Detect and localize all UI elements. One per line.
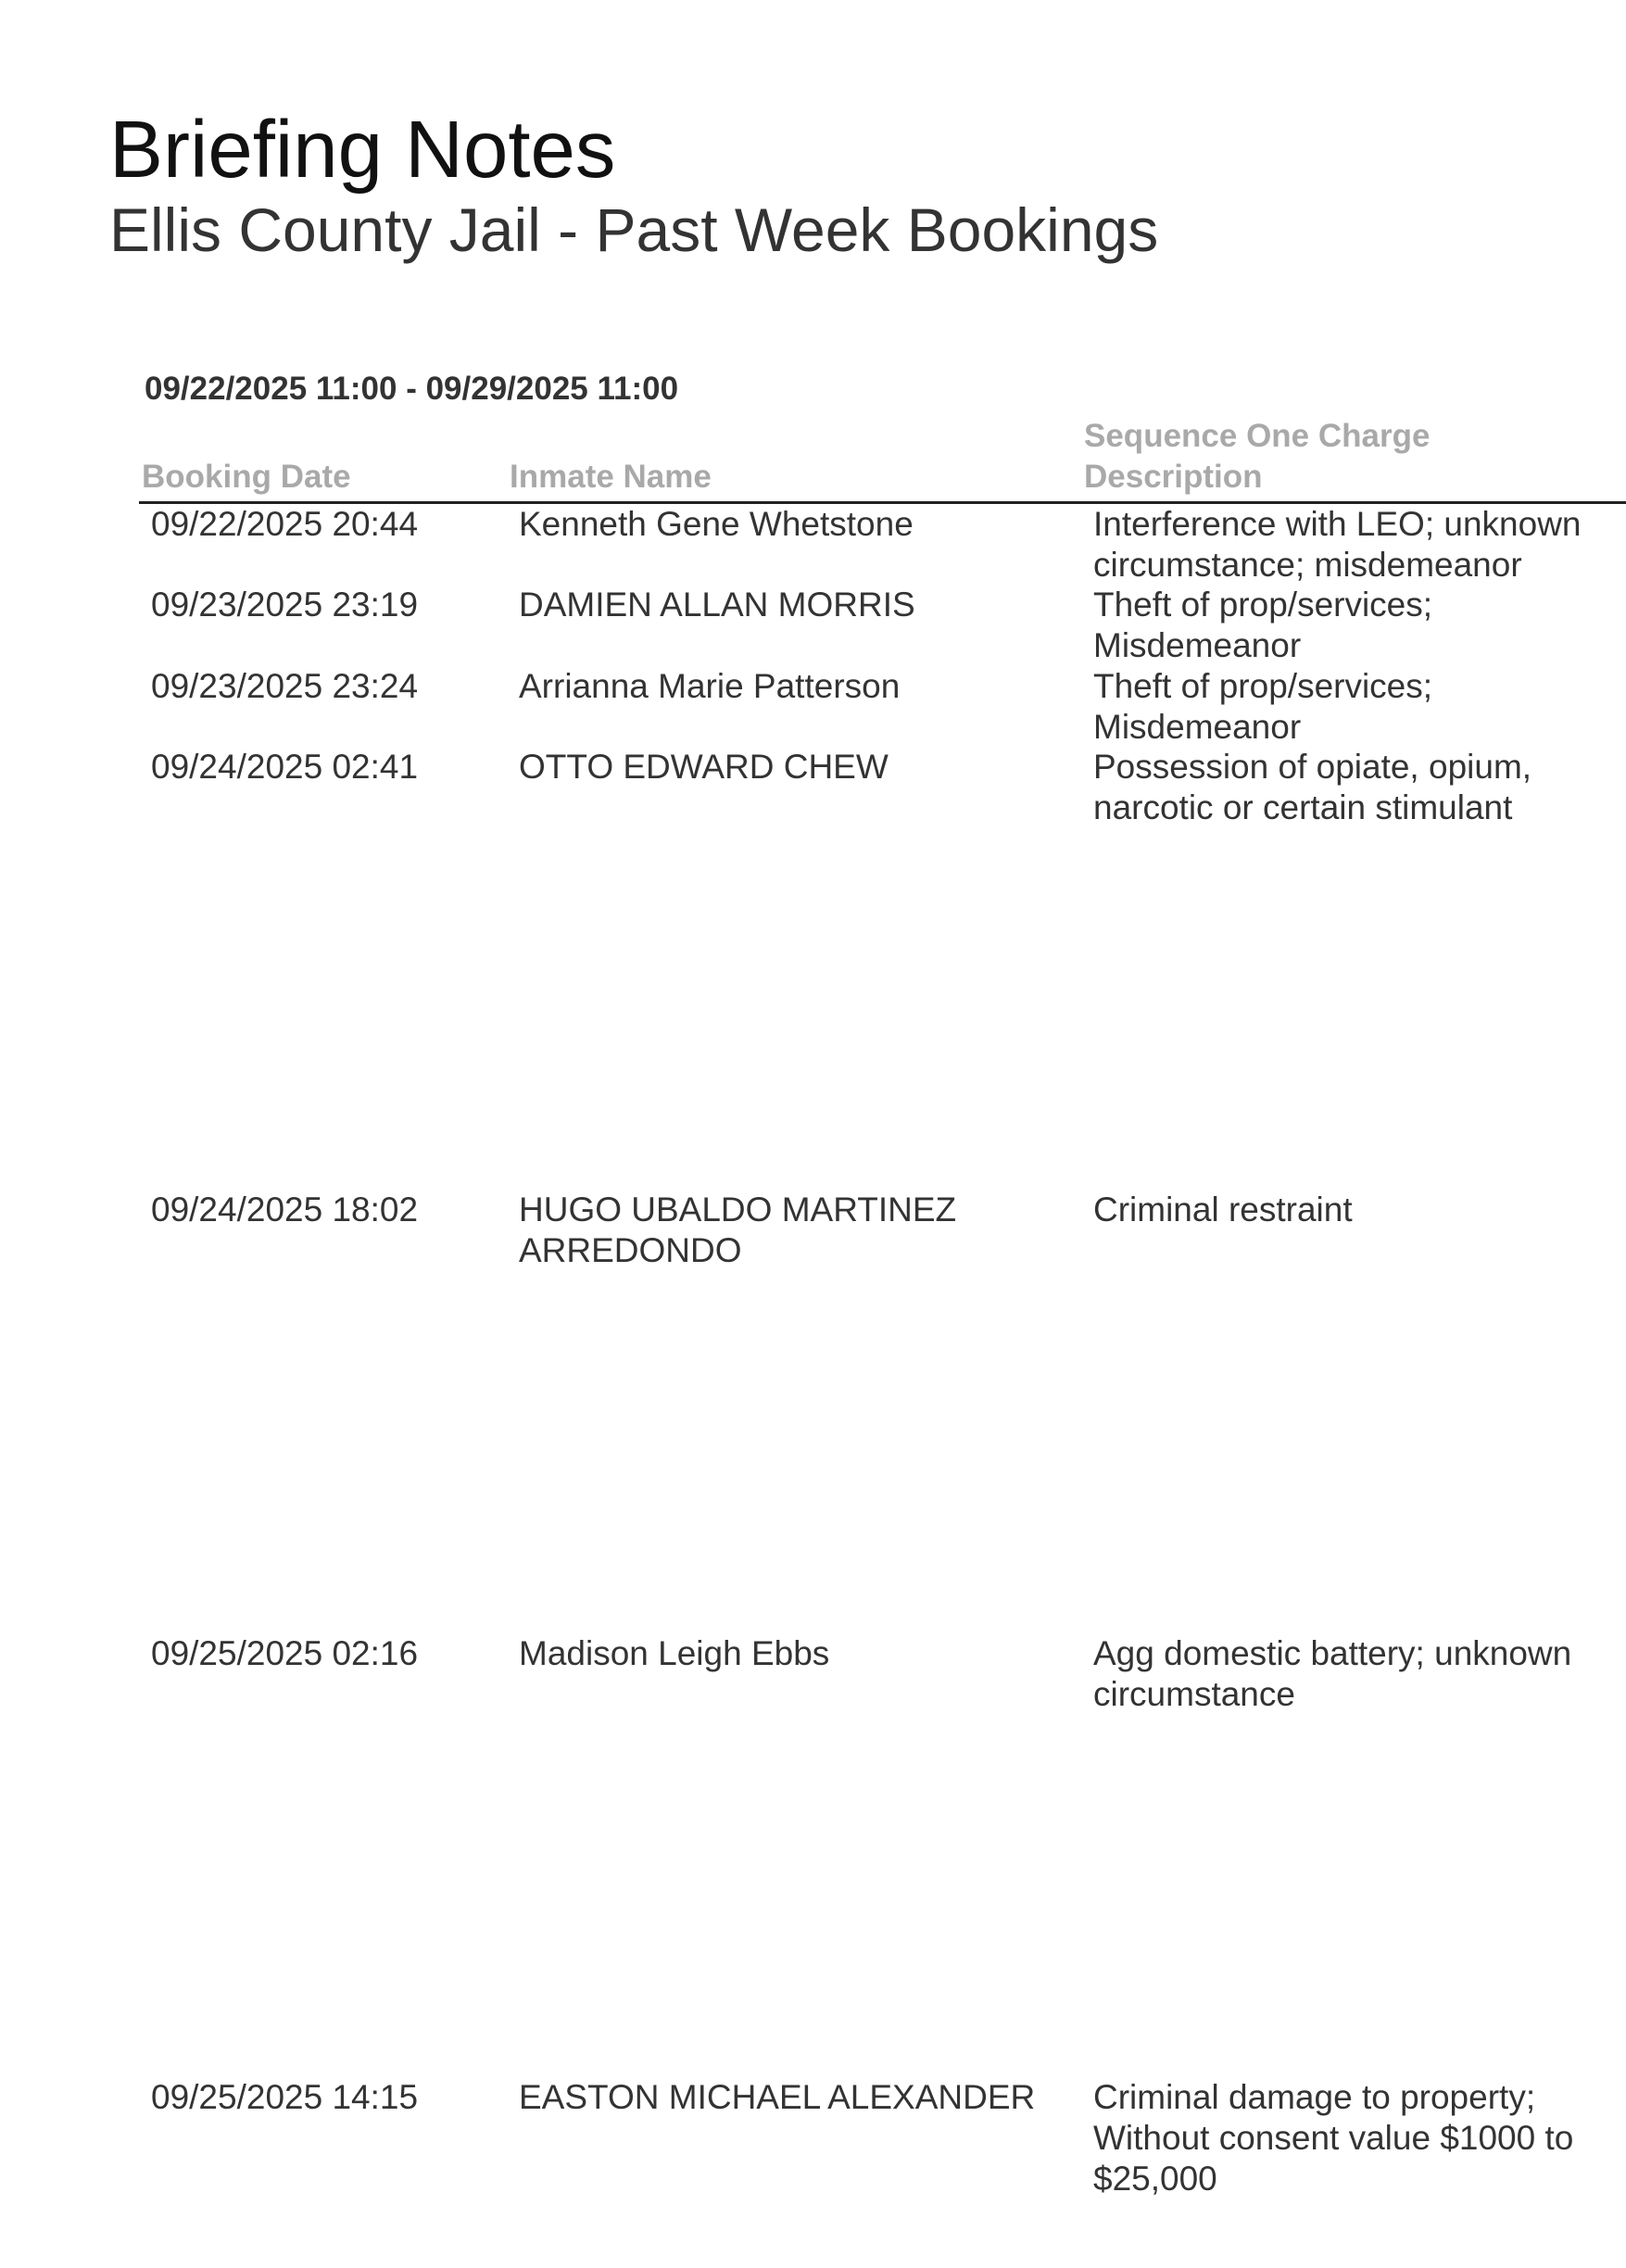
page-title: Briefing Notes [109, 105, 616, 195]
inmate-name-cell: Madison Leigh Ebbs [519, 1634, 830, 1672]
date-range: 09/22/2025 11:00 - 09/29/2025 11:00 [145, 371, 679, 407]
charge-description-cell: Criminal damage to property; Without consent value $1000 to $25,000 [1093, 2078, 1574, 2198]
booking-date-cell: 09/22/2025 20:44 [151, 505, 419, 543]
charge-description-cell: Agg domestic battery; unknown circumstance [1093, 1634, 1572, 1713]
booking-date-cell: 09/23/2025 23:24 [151, 667, 419, 705]
charge-description-cell: Theft of prop/services; Misdemeanor [1093, 667, 1433, 746]
charge-description-cell: Theft of prop/services; Misdemeanor [1093, 586, 1433, 664]
inmate-name-cell: Kenneth Gene Whetstone [519, 505, 914, 543]
booking-date-cell: 09/25/2025 14:15 [151, 2078, 419, 2116]
column-header-inmate-name: Inmate Name [510, 459, 712, 495]
charge-description-cell: Possession of opiate, opium, narcotic or certain stimulant [1093, 748, 1532, 826]
column-header-booking-date: Booking Date [142, 459, 351, 495]
inmate-name-cell: DAMIEN ALLAN MORRIS [519, 586, 915, 624]
booking-date-cell: 09/23/2025 23:19 [151, 586, 419, 624]
inmate-name-cell: OTTO EDWARD CHEW [519, 748, 889, 786]
charge-description-cell: Interference with LEO; unknown circumstance; misdemeanor [1093, 505, 1582, 584]
charge-description-cell: Criminal restraint [1093, 1191, 1353, 1228]
inmate-name-cell: Arrianna Marie Patterson [519, 667, 901, 705]
inmate-name-cell: HUGO UBALDO MARTINEZ ARREDONDO [519, 1191, 957, 1269]
page-subtitle: Ellis County Jail - Past Week Bookings [109, 195, 1159, 264]
booking-date-cell: 09/24/2025 18:02 [151, 1191, 419, 1228]
booking-date-cell: 09/25/2025 02:16 [151, 1634, 419, 1672]
column-header-charge-description: Sequence One Charge Description [1084, 418, 1431, 495]
booking-date-cell: 09/24/2025 02:41 [151, 748, 419, 786]
inmate-name-cell: EASTON MICHAEL ALEXANDER [519, 2078, 1036, 2116]
